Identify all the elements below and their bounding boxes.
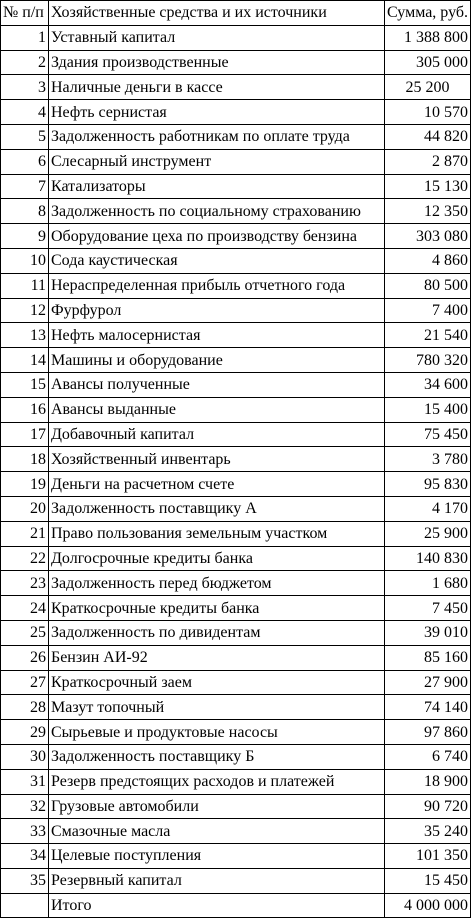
row-number: 20 (1, 496, 49, 521)
row-sum: 95 830 (385, 472, 471, 497)
row-sum: 97 860 (385, 720, 471, 745)
row-number: 29 (1, 720, 49, 745)
row-name: Мазут топочный (49, 695, 385, 720)
row-name: Нераспределенная прибыль отчетного года (49, 273, 385, 298)
row-sum: 305 000 (385, 50, 471, 75)
table-row (1, 248, 471, 273)
table-row (1, 100, 471, 125)
row-number: 31 (1, 769, 49, 794)
row-name: Нефть сернистая (49, 100, 385, 125)
table-row (1, 273, 471, 298)
table-row (1, 868, 471, 893)
row-sum: 15 450 (385, 868, 471, 893)
row-number: 16 (1, 397, 49, 422)
row-number: 18 (1, 447, 49, 472)
col-header-number: № п/п (1, 1, 49, 26)
row-sum: 101 350 (385, 844, 471, 869)
table-row (1, 472, 471, 497)
row-sum: 25 200 (385, 75, 471, 100)
row-number: 22 (1, 546, 49, 571)
row-name: Здания производственные (49, 50, 385, 75)
table-row (1, 769, 471, 794)
row-sum: 74 140 (385, 695, 471, 720)
row-sum: 4 000 000 (385, 893, 471, 918)
row-number: 34 (1, 844, 49, 869)
row-name: Добавочный капитал (49, 422, 385, 447)
row-sum: 18 900 (385, 769, 471, 794)
table-row (1, 571, 471, 596)
row-name: Право пользования земельным участком (49, 521, 385, 546)
row-sum: 4 860 (385, 248, 471, 273)
row-name: Долгосрочные кредиты банка (49, 546, 385, 571)
row-number: 7 (1, 174, 49, 199)
table-row (1, 794, 471, 819)
row-number: 3 (1, 75, 49, 100)
row-number: 25 (1, 620, 49, 645)
table-row (1, 695, 471, 720)
row-name: Сырьевые и продуктовые насосы (49, 720, 385, 745)
row-sum: 2 870 (385, 149, 471, 174)
row-number: 24 (1, 596, 49, 621)
row-name: Слесарный инструмент (49, 149, 385, 174)
row-number: 35 (1, 868, 49, 893)
table-row (1, 75, 471, 100)
table-row (1, 720, 471, 745)
row-sum: 35 240 (385, 819, 471, 844)
row-sum: 1 388 800 (385, 25, 471, 50)
table-row (1, 620, 471, 645)
table-row (1, 596, 471, 621)
row-sum: 10 570 (385, 100, 471, 125)
row-number: 28 (1, 695, 49, 720)
row-number: 12 (1, 298, 49, 323)
row-sum: 44 820 (385, 124, 471, 149)
row-sum: 140 830 (385, 546, 471, 571)
row-sum: 85 160 (385, 645, 471, 670)
row-name: Бензин АИ-92 (49, 645, 385, 670)
row-name: Уставный капитал (49, 25, 385, 50)
row-sum: 780 320 (385, 348, 471, 373)
row-number: 23 (1, 571, 49, 596)
row-sum: 3 780 (385, 447, 471, 472)
row-sum: 15 400 (385, 397, 471, 422)
row-name: Фурфурол (49, 298, 385, 323)
row-number: 17 (1, 422, 49, 447)
row-number: 9 (1, 224, 49, 249)
row-number: 19 (1, 472, 49, 497)
row-name: Катализаторы (49, 174, 385, 199)
row-number: 10 (1, 248, 49, 273)
table-row (1, 496, 471, 521)
row-name: Оборудование цеха по производству бензина (49, 224, 385, 249)
row-name: Итого (49, 893, 385, 918)
row-sum: 7 400 (385, 298, 471, 323)
table-row (1, 50, 471, 75)
row-number: 26 (1, 645, 49, 670)
row-sum: 4 170 (385, 496, 471, 521)
row-name: Деньги на расчетном счете (49, 472, 385, 497)
col-header-name: Хозяйственные средства и их источники (49, 1, 385, 26)
row-number: 11 (1, 273, 49, 298)
row-name: Авансы выданные (49, 397, 385, 422)
row-number (1, 893, 49, 918)
row-name: Резервный капитал (49, 868, 385, 893)
row-sum: 6 740 (385, 744, 471, 769)
table-row (1, 521, 471, 546)
table-row (1, 323, 471, 348)
row-sum: 15 130 (385, 174, 471, 199)
row-sum: 25 900 (385, 521, 471, 546)
header-row (1, 1, 471, 26)
row-sum: 39 010 (385, 620, 471, 645)
table-row (1, 422, 471, 447)
table-row (1, 844, 471, 869)
table-row (1, 447, 471, 472)
table-row (1, 546, 471, 571)
row-sum: 303 080 (385, 224, 471, 249)
row-name: Сода каустическая (49, 248, 385, 273)
row-name: Краткосрочный заем (49, 670, 385, 695)
row-number: 13 (1, 323, 49, 348)
row-number: 27 (1, 670, 49, 695)
row-name: Смазочные масла (49, 819, 385, 844)
row-number: 8 (1, 199, 49, 224)
row-name: Задолженность по социальному страхованию (49, 199, 385, 224)
row-sum: 75 450 (385, 422, 471, 447)
row-number: 1 (1, 25, 49, 50)
row-sum: 1 680 (385, 571, 471, 596)
row-number: 32 (1, 794, 49, 819)
row-name: Наличные деньги в кассе (49, 75, 385, 100)
table-row (1, 124, 471, 149)
table-row (1, 670, 471, 695)
table-row (1, 645, 471, 670)
row-sum: 34 600 (385, 372, 471, 397)
row-name: Резерв предстоящих расходов и платежей (49, 769, 385, 794)
row-name: Задолженность перед бюджетом (49, 571, 385, 596)
row-number: 14 (1, 348, 49, 373)
table-row (1, 199, 471, 224)
row-sum: 21 540 (385, 323, 471, 348)
table-row (1, 819, 471, 844)
row-name: Целевые поступления (49, 844, 385, 869)
row-number: 4 (1, 100, 49, 125)
table-row (1, 397, 471, 422)
row-name: Задолженность работникам по оплате труда (49, 124, 385, 149)
row-number: 5 (1, 124, 49, 149)
table-row (1, 744, 471, 769)
row-sum: 80 500 (385, 273, 471, 298)
row-number: 15 (1, 372, 49, 397)
table-row (1, 174, 471, 199)
row-number: 21 (1, 521, 49, 546)
total-row (1, 893, 471, 918)
table-row (1, 298, 471, 323)
row-sum: 7 450 (385, 596, 471, 621)
row-name: Авансы полученные (49, 372, 385, 397)
row-name: Грузовые автомобили (49, 794, 385, 819)
row-number: 6 (1, 149, 49, 174)
col-header-sum: Сумма, руб. (385, 1, 471, 26)
row-name: Краткосрочные кредиты банка (49, 596, 385, 621)
row-number: 30 (1, 744, 49, 769)
table-row (1, 25, 471, 50)
table-row (1, 372, 471, 397)
row-number: 2 (1, 50, 49, 75)
row-name: Задолженность поставщику Б (49, 744, 385, 769)
row-name: Нефть малосернистая (49, 323, 385, 348)
row-name: Задолженность по дивидентам (49, 620, 385, 645)
row-sum: 90 720 (385, 794, 471, 819)
table-row (1, 149, 471, 174)
row-name: Машины и оборудование (49, 348, 385, 373)
row-name: Хозяйственный инвентарь (49, 447, 385, 472)
table-row (1, 348, 471, 373)
row-number: 33 (1, 819, 49, 844)
row-sum: 27 900 (385, 670, 471, 695)
table-row (1, 224, 471, 249)
row-sum: 12 350 (385, 199, 471, 224)
row-name: Задолженность поставщику А (49, 496, 385, 521)
